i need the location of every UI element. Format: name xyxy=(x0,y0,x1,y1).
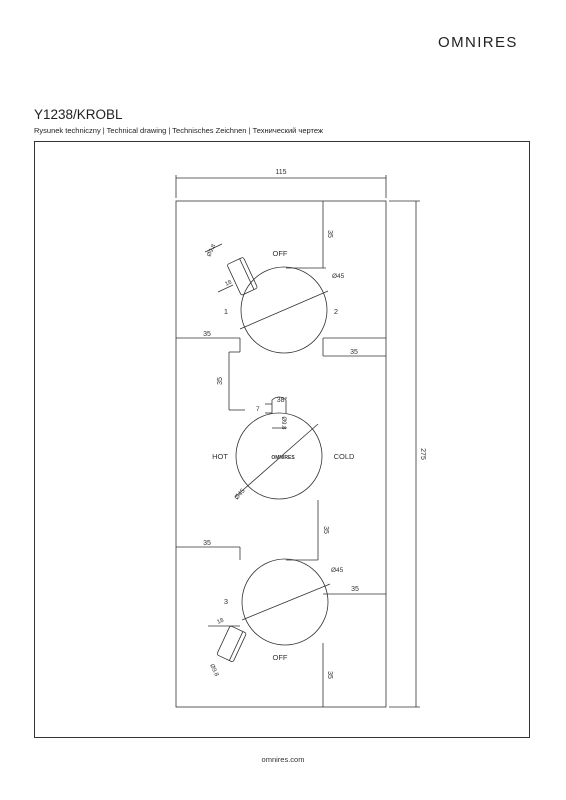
label-off-top: OFF xyxy=(272,249,288,258)
top-knob-diameter xyxy=(240,291,328,329)
dim-left-offset-bottom: 35 xyxy=(203,540,211,547)
bottom-spout xyxy=(217,626,247,663)
dim-stub-height: 7 xyxy=(256,406,260,413)
brand-logo: OMNIRES xyxy=(438,34,518,51)
dim-top-offset: 35 xyxy=(326,230,333,238)
knob-brand-logo: OMNIRES xyxy=(271,455,295,461)
drawing-subtitle: Rysunek techniczny | Technical drawing | Technisches Zeichnen | Технический чертеж xyxy=(34,126,323,135)
footer-url: omnires.com xyxy=(261,755,305,764)
panel-outline xyxy=(176,201,386,707)
dim-spout-dia-top: Ø9.8 xyxy=(206,243,218,258)
model-title: Y1238/KROBL xyxy=(34,107,123,122)
dim-stub-angle: 38° xyxy=(276,397,288,404)
top-spout xyxy=(227,257,258,295)
dim-width: 115 xyxy=(275,169,287,176)
label-position-2: 2 xyxy=(333,307,339,316)
dim-spout-dia-bottom: Ø9.8 xyxy=(208,663,220,678)
label-position-3: 3 xyxy=(223,597,229,606)
dim-stub-dia: Ø9.8 xyxy=(280,416,286,430)
label-position-1: 1 xyxy=(223,307,229,316)
dim-right-offset-bottom: 35 xyxy=(351,586,359,593)
dim-spout-len-bottom: 18 xyxy=(216,617,225,626)
dim-knob-dia-top: Ø45 xyxy=(332,273,345,280)
dim-height: 275 xyxy=(419,448,426,460)
dim-knob-dia-bottom: Ø45 xyxy=(331,567,344,574)
dim-gap-middle-bottom: 35 xyxy=(322,526,329,534)
bottom-knob-diameter xyxy=(242,584,330,620)
dim-gap-top-middle: 35 xyxy=(217,377,224,385)
dim-knob-dia-middle: Ø45 xyxy=(233,487,247,502)
dim-bottom-offset: 35 xyxy=(326,671,333,679)
dim-left-offset-top: 35 xyxy=(203,331,211,338)
label-off-bottom: OFF xyxy=(272,653,288,662)
label-cold: COLD xyxy=(333,452,355,461)
dim-right-offset-top: 35 xyxy=(350,349,358,356)
dim-spout-len-top: 18 xyxy=(224,279,233,288)
label-hot: HOT xyxy=(212,452,228,461)
